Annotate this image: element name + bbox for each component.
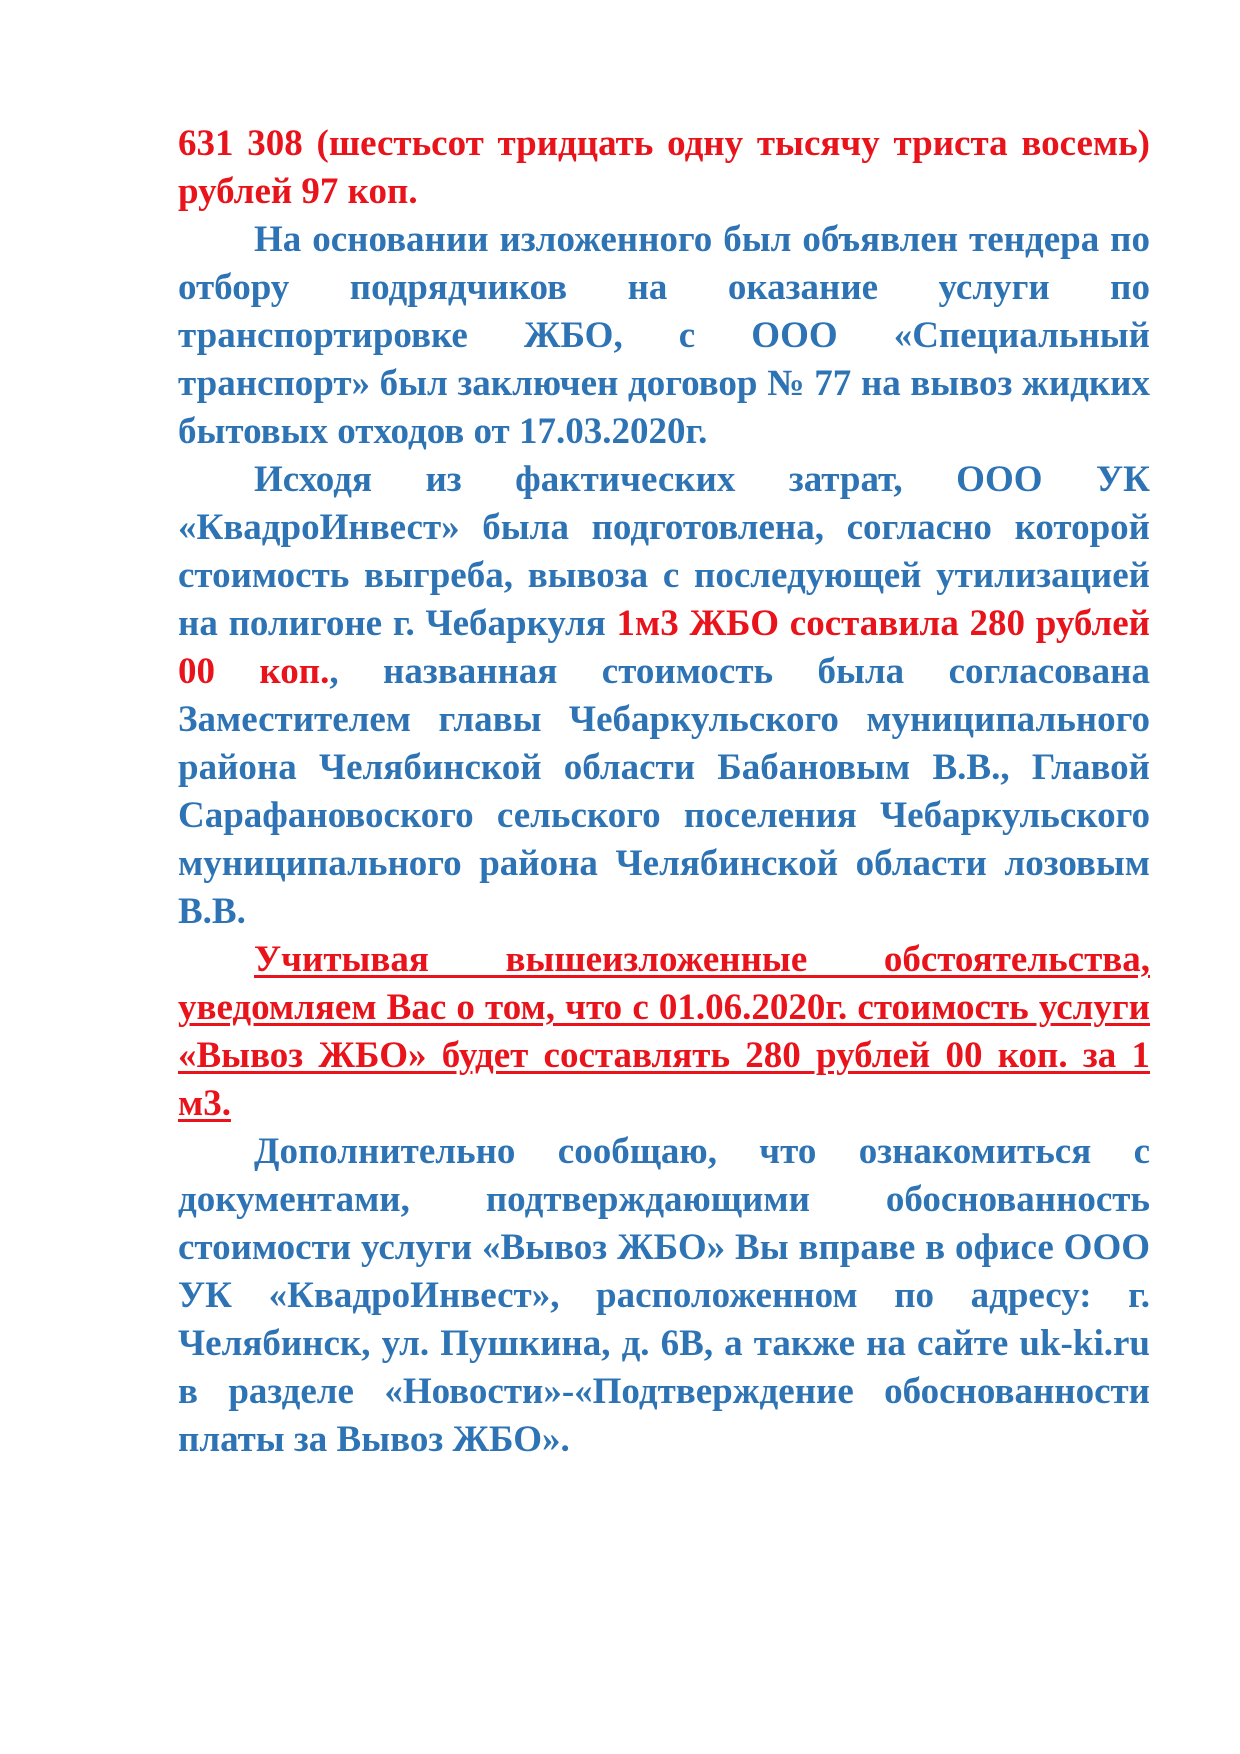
additional-info-text: Дополнительно сообщаю, что ознакомиться с документами, подтверждающими обоснованность стоимости услуги «Вывоз ЖБО» Вы вправе в офисе ООО УК «КвадроИнвест», расположенном по адресу: г. Челябинск, ул. Пушкина, д. 6В, а также на сайте uk-ki.ru в разделе «Новости»-«Подтверждение обоснованности платы за Вывоз ЖБО». — [178, 1131, 1150, 1460]
cost-highlight: 1м3 ЖБО составила 280 рублей 00 коп. — [178, 603, 1150, 692]
notice-paragraph — [178, 936, 1150, 1128]
notice-text: Учитывая вышеизложенные обстоятельства, уведомляем Вас о том, что с 01.06.2020г. стоимость услуги «Вывоз ЖБО» будет составлять 280 рублей 00 коп. за 1 м3. — [178, 939, 1150, 1124]
cost-text-after: , названная стоимость была согласована Заместителем главы Чебаркульского муниципального района Челябинской области Бабановым В.В., Главой Сарафановоского сельского поселения Чебаркульского муниципального района Челябинской области лозовым В.В. — [178, 651, 1150, 932]
tender-paragraph — [178, 216, 1150, 456]
tender-text: На основании изложенного был объявлен тендера по отбору подрядчиков на оказание услуги по транспортировке ЖБО, с ООО «Специальный транспорт» был заключен договор № 77 на вывоз жидких бытовых отходов от 17.03.2020г. — [178, 219, 1150, 452]
document-body — [178, 120, 1150, 1464]
amount-text: 631 308 (шестьсот тридцать одну тысячу триста восемь) рублей 97 коп. — [178, 123, 1150, 212]
cost-text-before: Исходя из фактических затрат, ООО УК «КвадроИнвест» была подготовлена, согласно которой стоимость выгреба, вывоза с последующей утилизацией на полигоне г. Чебаркуля — [178, 459, 1150, 644]
cost-calculation-paragraph — [178, 456, 1150, 936]
additional-info-paragraph — [178, 1128, 1150, 1464]
amount-paragraph — [178, 120, 1150, 216]
